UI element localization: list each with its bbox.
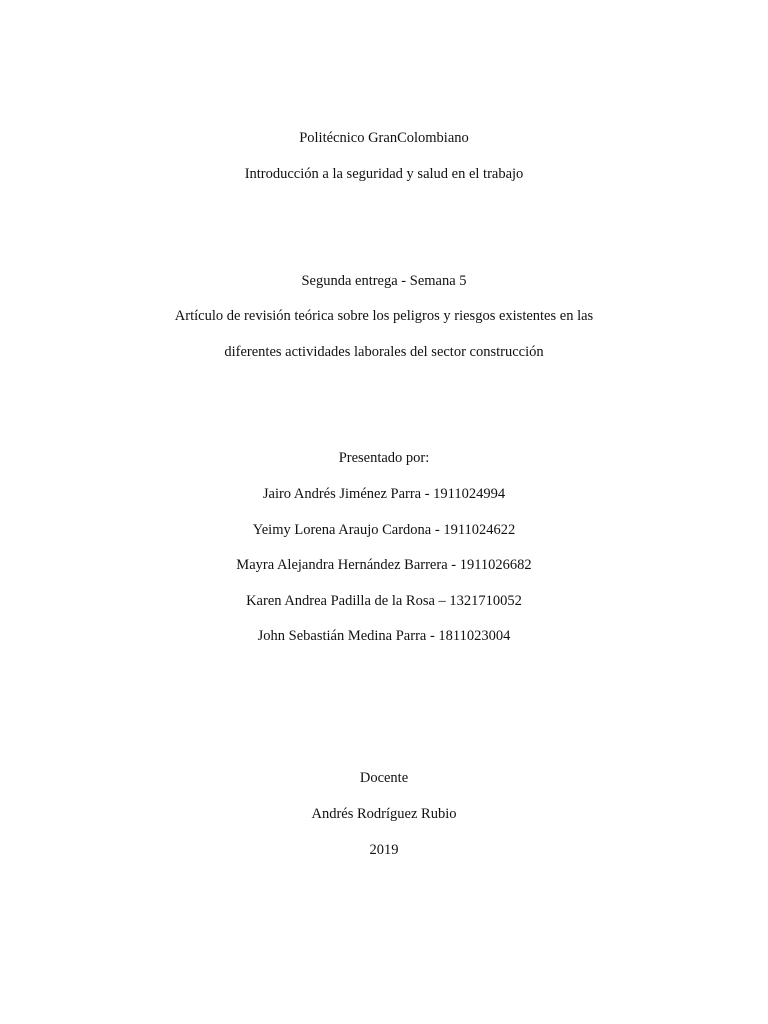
author-2: Yeimy Lorena Araujo Cardona - 1911024622 (252, 522, 516, 538)
teacher-label: Docente (359, 770, 409, 786)
document-year: 2019 (369, 842, 399, 858)
delivery-label: Segunda entrega - Semana 5 (301, 273, 467, 289)
author-3: Mayra Alejandra Hernández Barrera - 1911026682 (236, 557, 532, 573)
author-5: John Sebastián Medina Parra - 1811023004 (257, 628, 511, 644)
author-4: Karen Andrea Padilla de la Rosa – 1321710052 (246, 593, 522, 609)
presented-by-label: Presentado por: (338, 450, 430, 466)
author-1: Jairo Andrés Jiménez Parra - 1911024994 (262, 486, 506, 502)
article-title-line-2: diferentes actividades laborales del sector construcción (224, 344, 544, 360)
institution-name: Politécnico GranColombiano (299, 130, 469, 146)
course-name: Introducción a la seguridad y salud en el trabajo (244, 166, 524, 182)
article-title-line-1: Artículo de revisión teórica sobre los peligros y riesgos existentes en las (174, 308, 594, 324)
teacher-name: Andrés Rodríguez Rubio (311, 806, 457, 822)
